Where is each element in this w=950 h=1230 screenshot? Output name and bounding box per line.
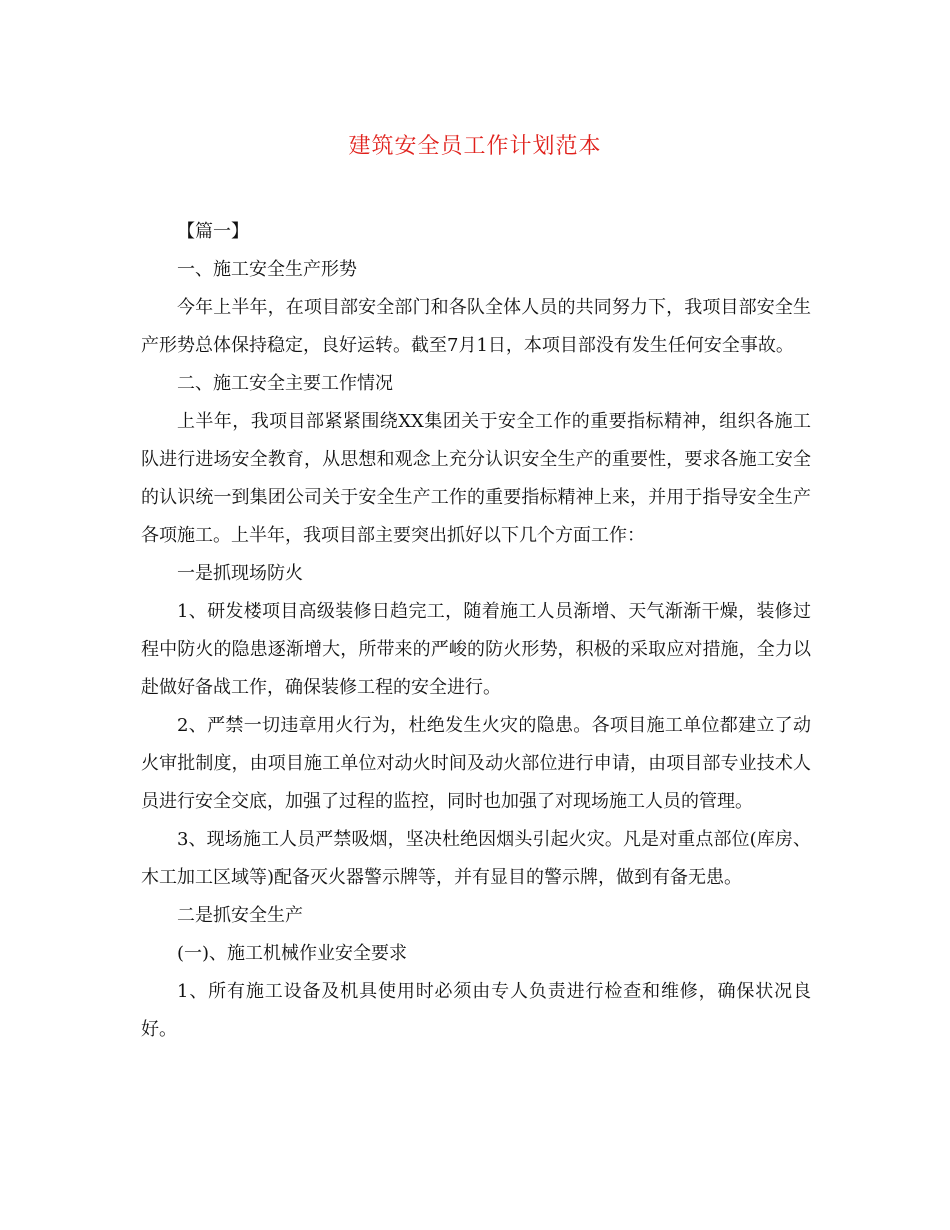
heading-safety-situation: 一、施工安全生产形势 [177,259,357,280]
subheading-fire-prevention: 一是抓现场防火 [177,563,303,584]
heading-main-work: 二、施工安全主要工作情况 [177,373,393,394]
paragraph-machinery-item-1: 1、所有施工设备及机具使用时必须由专人负责进行检查和维修，确保状况良好。 [141,981,811,1040]
paragraph-safety-situation: 今年上半年，在项目部安全部门和各队全体人员的共同努力下，我项目部安全生产形势总体保持稳定，良好运转。截至7月1日，本项目部没有发生任何安全事故。 [141,297,811,356]
paragraph-fire-item-1: 1、研发楼项目高级装修日趋完工，随着施工人员渐增、天气渐渐干燥，装修过程中防火的隐患逐渐增大，所带来的严峻的防火形势，积极的采取应对措施，全力以赴做好备战工作，确保装修工程的安全进行。 [141,601,811,698]
paragraph-fire-item-3: 3、现场施工人员严禁吸烟，坚决杜绝因烟头引起火灾。凡是对重点部位(库房、木工加工区域等)配备灭火器警示牌等，并有显目的警示牌，做到有备无患。 [141,829,811,888]
document-title: 建筑安全员工作计划范本 [348,134,602,159]
subheading-machinery-requirements: (一)、施工机械作业安全要求 [177,943,408,964]
subheading-safety-production: 二是抓安全生产 [177,905,303,926]
document-body [141,213,811,1049]
section-marker: 【篇一】 [177,221,249,242]
paragraph-fire-item-2: 2、严禁一切违章用火行为，杜绝发生火灾的隐患。各项目施工单位都建立了动火审批制度，由项目施工单位对动火时间及动火部位进行申请，由项目部专业技术人员进行安全交底，加强了过程的监控，同时也加强了对现场施工人员的管理。 [141,715,811,812]
paragraph-main-work: 上半年，我项目部紧紧围绕XX集团关于安全工作的重要指标精神，组织各施工队进行进场安全教育，从思想和观念上充分认识安全生产的重要性，要求各施工安全的认识统一到集团公司关于安全生产工作的重要指标精神上来，并用于指导安全生产各项施工。上半年，我项目部主要突出抓好以下几个方面工作： [141,411,811,546]
